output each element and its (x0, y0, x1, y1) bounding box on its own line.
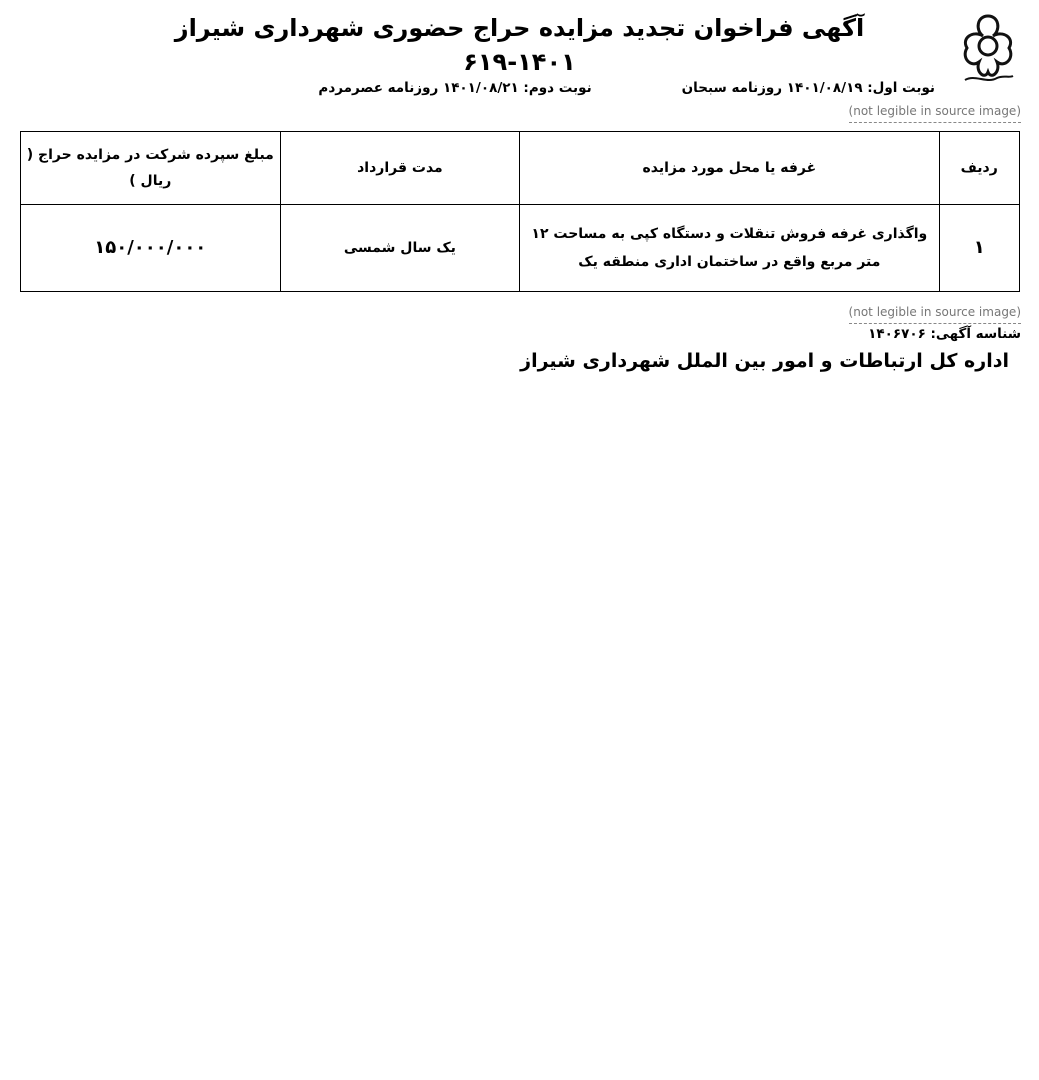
intro-paragraph: (not legible in source image) (18, 102, 1021, 123)
row-deposit: ۱۵۰/۰۰۰/۰۰۰ (20, 204, 281, 291)
table-header-row (20, 131, 1019, 204)
header-duration: مدت قرارداد (281, 131, 520, 204)
row-number: ۱ (939, 204, 1019, 291)
first-publication: نوبت اول: ۱۴۰۱/۰۸/۱۹ روزنامه سبحان (681, 80, 935, 96)
shiraz-municipality-logo-icon (951, 8, 1025, 88)
announcement-header (108, 12, 931, 78)
second-publication: نوبت دوم: ۱۴۰۱/۰۸/۲۱ روزنامه عصرمردم (318, 80, 592, 96)
row-duration: یک سال شمسی (281, 204, 520, 291)
conditions-list (18, 302, 1021, 324)
issuer-footer: اداره کل ارتباطات و امور بین الملل شهرداری شیراز (520, 349, 1009, 372)
announcement-title: آگهی فراخوان تجدید مزایده حراج حضوری شهرداری شیراز (174, 14, 865, 42)
table-row (20, 204, 1019, 291)
header-item: غرفه یا محل مورد مزایده (519, 131, 939, 204)
publication-dates (18, 80, 935, 96)
ad-identifier: شناسه آگهی: ۱۴۰۶۷۰۶ (868, 325, 1021, 342)
header-deposit: مبلغ سپرده شرکت در مزایده حراج ( ریال ) (20, 131, 281, 204)
auction-items-table (20, 131, 1020, 292)
condition-item: (not legible in source image) (18, 302, 1021, 324)
header-row-number: ردیف (939, 131, 1019, 204)
announcement-number: ۶۱۹-۱۴۰۱ (463, 48, 576, 76)
row-item: واگذاری غرفه فروش تنقلات و دستگاه کپی به مساحت ۱۲ متر مربع واقع در ساختمان اداری منطقه یک (519, 204, 939, 291)
